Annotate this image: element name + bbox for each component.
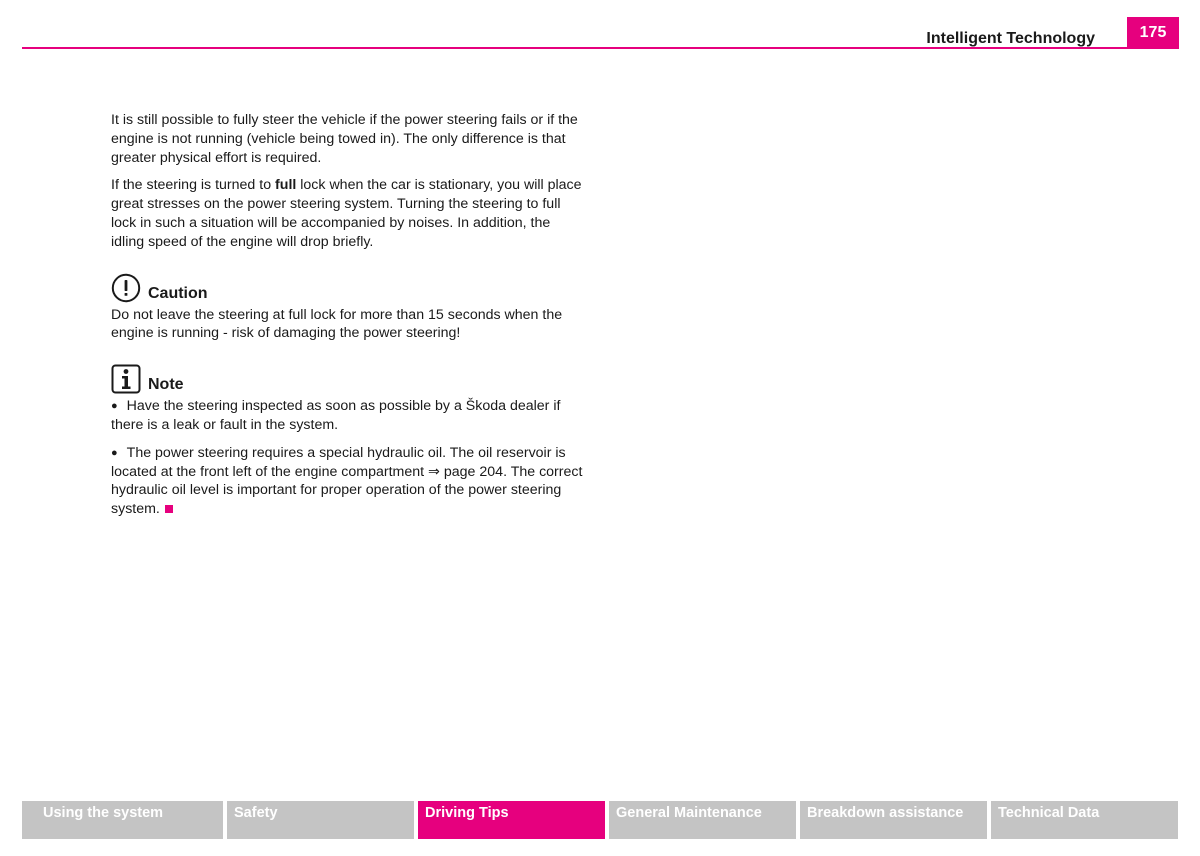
page-number: 175: [1127, 17, 1179, 49]
bullet-dot: ●: [111, 446, 118, 459]
note-bullet-oil-text-end: . The correct hydraulic oil level is important for proper operation of the power steering system.: [111, 463, 583, 518]
section-title: Intelligent Technology: [926, 30, 1095, 47]
note-bullet-inspection-text: Have the steering inspected as soon as possible by a Škoda dealer if there is a leak or fault in the system.: [111, 398, 561, 433]
paragraph-power-steering-failure: It is still possible to fully steer the vehicle if the power steering fails or if the engine is not running (vehicle being towed in). The only difference is that greater physical effort is required.: [111, 112, 578, 166]
note-bullet-oil-text: The power steering requires a special hydraulic oil. The oil reservoir is located at the front left of the engine compartment: [111, 444, 566, 480]
paragraph-full-lock: [111, 176, 586, 251]
note-label: Note: [148, 376, 184, 394]
nav-tab-breakdown-assistance[interactable]: Breakdown assistance: [800, 801, 987, 839]
page-reference-link[interactable]: page 204: [439, 463, 504, 480]
paragraph-full-lock-end: lock when the car is stationary, you will place great stresses on the power steering system. Turning the steering to full lock in such a situation will be accompanied by noises. In addition, the idling speed of the engine will drop briefly.: [111, 177, 582, 250]
paragraph-full-lock-start: If the steering is turned to: [111, 177, 276, 194]
footer-navigation: [22, 801, 1178, 839]
cross-reference-arrow-icon: ⇒: [428, 463, 440, 480]
pink-square-icon: [165, 505, 173, 513]
info-icon: [111, 364, 141, 394]
note-heading: [111, 364, 586, 394]
nav-tab-using-the-system[interactable]: Using the system: [22, 801, 223, 839]
note-bullet-inspection: [111, 397, 586, 435]
nav-tab-safety[interactable]: Safety: [227, 801, 414, 839]
caution-label: Caution: [148, 284, 208, 302]
bullet-dot: ●: [111, 400, 118, 413]
bold-full: full: [275, 177, 297, 194]
note-bullet-hydraulic-oil: [111, 444, 586, 519]
exclamation-circle-icon: [111, 273, 141, 303]
nav-tab-general-maintenance[interactable]: General Maintenance: [609, 801, 796, 839]
caution-heading: [111, 273, 586, 303]
nav-tab-driving-tips[interactable]: Driving Tips: [418, 801, 605, 839]
caution-text: Do not leave the steering at full lock for more than 15 seconds when the engine is running - risk of damaging the power steering!: [111, 306, 563, 342]
main-content: [111, 111, 586, 528]
nav-tab-technical-data[interactable]: Technical Data: [991, 801, 1178, 839]
